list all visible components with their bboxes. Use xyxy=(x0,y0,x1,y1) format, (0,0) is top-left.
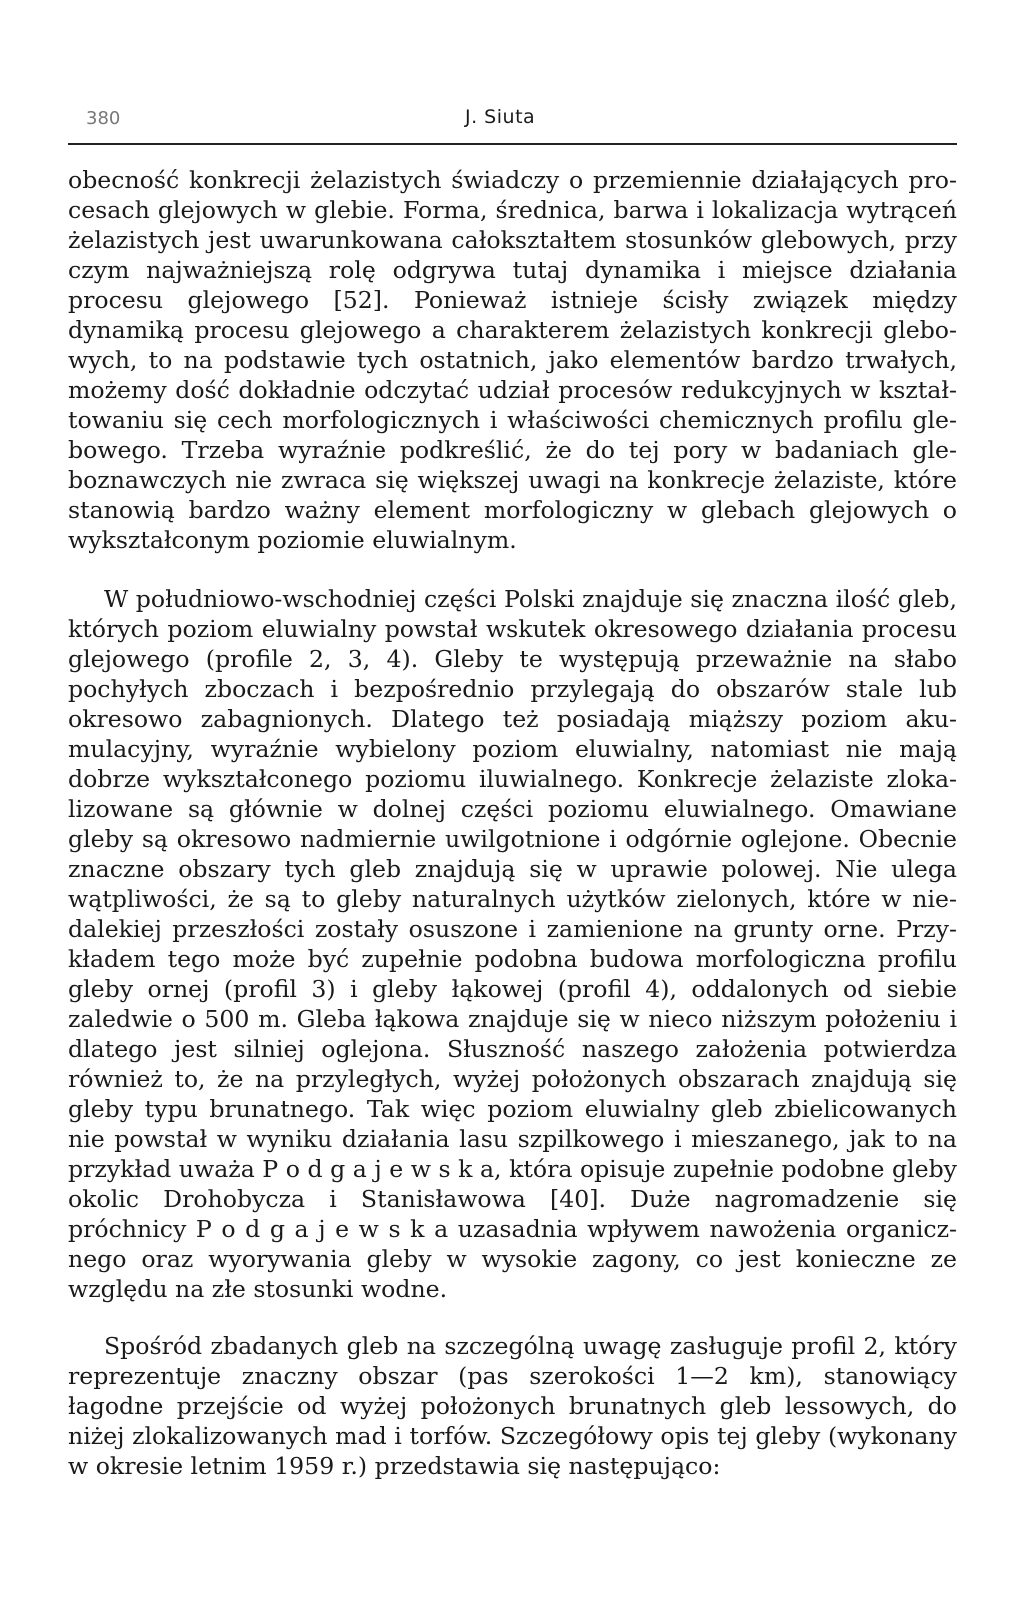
page-number: 380 xyxy=(86,108,121,129)
page-header xyxy=(68,104,957,134)
header-rule xyxy=(68,143,957,145)
paragraph-3: Spośród zbadanych gleb na szczególną uwagę zasługuje profil 2, który reprezentuje znaczny obszar (pas szerokości 1—2 km), stanowiący łagodne przejście od wyżej położonych brunatnych gleb lessowych, do niżej zlokalizowanych mad i torfów. Szczegółowy opis tej gleby (wykonany w okresie letnim 1959 r.) przedstawia się następująco: xyxy=(68,1332,957,1480)
paragraph-2: W południowo-wschodniej części Polski znajduje się znaczna ilość gleb, których poziom eluwialny powstał wskutek okresowego działania procesu glejowego (profile 2, 3, 4). Gleby te występują przeważnie na słabo pochyłych zboczach i bezpośrednio przylegają do obszarów stale lub okresowo zabagnionych. Dlatego też posiadają miąższy poziom akumulacyjny, wyraźnie wybielony poziom eluwialny, natomiast nie mają dobrze wykształconego poziomu iluwialnego. Konkrecje żelaziste zlokalizowane są głównie w dolnej części poziomu eluwialnego. Omawiane gleby są okresowo nadmiernie uwilgotnione i odgórnie oglejone. Obecnie znaczne obszary tych gleb znajdują się w uprawie polowej. Nie ulega wątpliwości, że są to gleby naturalnych użytków zielonych, które w niedalekiej przeszłości zostały osuszone i zamienione na grunty orne. Przykładem tego może być zupełnie podobna budowa morfologiczna profilu gleby ornej (profil 3) i gleby łąkowej (profil 4), oddalonych od siebie zaledwie o 500 m. Gleba łąkowa znajduje się w nieco niższym położeniu i dlatego jest silniej oglejona. Słuszność naszego założenia potwierdza również to, że na przyległych, wyżej położonych obszarach znajdują się gleby typu brunatnego. Tak więc poziom eluwialny gleb zbielicowanych nie powstał w wyniku działania lasu szpilkowego i mieszanego, jak to na przykład uważa P o d g a j e w s k a, która opisuje zupełnie podobne gleby okolic Drohobycza i Stanisławowa [40]. Duże nagromadzenie się próchnicy P o d g a j e w s k a uzasadnia wpływem nawożenia organicznego oraz wyorywania gleby w wysokie zagony, co jest konieczne ze względu na złe stosunki wodne. xyxy=(68,585,957,1303)
running-head-author: J. Siuta xyxy=(465,106,536,128)
paragraph-1: obecność konkrecji żelazistych świadczy o przemiennie działających procesach glejowych w glebie. Forma, średnica, barwa i lokalizacja wytrąceń żelazistych jest uwarunkowana całokształtem stosunków glebowych, przy czym najważniejszą rolę odgrywa tutaj dynamika i miejsce działania procesu glejowego [52]. Ponieważ istnieje ścisły związek między dynamiką procesu glejowego a charakterem żelazistych konkrecji glebowych, to na podstawie tych ostatnich, jako elementów bardzo trwałych, możemy dość dokładnie odczytać udział procesów redukcyjnych w kształtowaniu się cech morfologicznych i właściwości chemicznych profilu glebowego. Trzeba wyraźnie podkreślić, że do tej pory w badaniach gleboznawczych nie zwraca się większej uwagi na konkrecje żelaziste, które stanowią bardzo ważny element morfologiczny w glebach glejowych o wykształconym poziomie eluwialnym. xyxy=(68,166,957,554)
